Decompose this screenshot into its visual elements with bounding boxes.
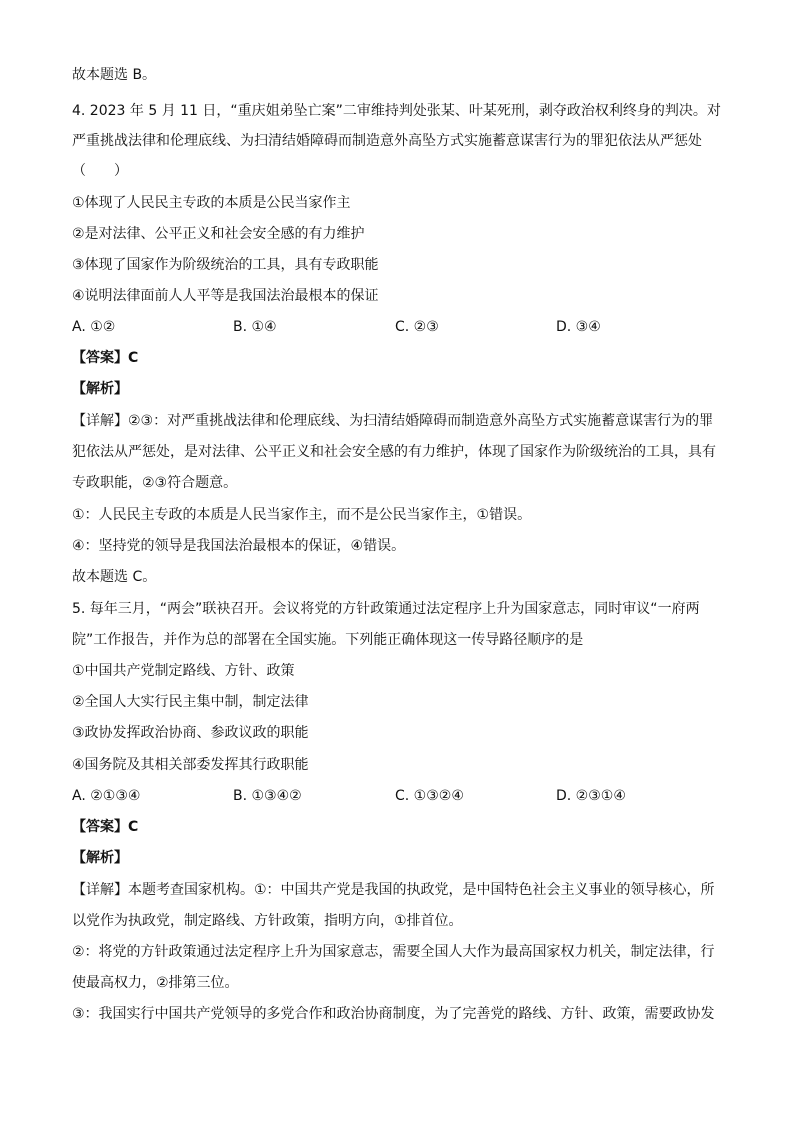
q4-answer: 【答案】C xyxy=(72,350,139,366)
q5-answer: 【答案】C xyxy=(72,819,139,835)
q4-option-a: A. ①② xyxy=(72,319,116,335)
q5-item-2: ②全国人大实行民主集中制，制定法律 xyxy=(72,694,309,710)
q4-conclusion: 故本题选 C。 xyxy=(72,569,157,585)
q5-detail-line-2: 以党作为执政党，制定路线、方针政策，指明方向，①排首位。 xyxy=(72,913,463,929)
q4-option-d: D. ③④ xyxy=(556,319,601,335)
q4-item-2: ②是对法律、公平正义和社会安全感的有力维护 xyxy=(72,226,365,242)
q5-item-4: ④国务院及其相关部委发挥其行政职能 xyxy=(72,757,309,773)
q4-item-1: ①体现了人民民主专政的本质是公民当家作主 xyxy=(72,195,351,211)
q4-item-3: ③体现了国家作为阶级统治的工具，具有专政职能 xyxy=(72,257,379,273)
q4-detail-line-4: ①：人民民主专政的本质是人民当家作主，而不是公民当家作主，①错误。 xyxy=(72,507,532,523)
q5-analysis-heading: 【解析】 xyxy=(72,850,128,866)
q5-option-a: A. ②①③④ xyxy=(72,788,141,804)
q4-option-b: B. ①④ xyxy=(233,319,277,335)
q5-item-3: ③政协发挥政治协商、参政议政的职能 xyxy=(72,725,309,741)
q5-detail-line-3: ②：将党的方针政策通过法定程序上升为国家意志，需要全国人大作为最高国家权力机关，制定法律，行 xyxy=(72,944,715,960)
q5-option-d: D. ②③①④ xyxy=(556,788,626,804)
q5-option-b: B. ①③④② xyxy=(233,788,302,804)
q4-stem-line-1: 4. 2023 年 5 月 11 日，“重庆姐弟坠亡案”二审维持判处张某、叶某死刑，剥夺政治权利终身的判决。对 xyxy=(72,103,721,119)
q5-option-c: C. ①③②④ xyxy=(395,788,464,804)
q5-stem-line-1: 5. 每年三月，“两会”联袂召开。会议将党的方针政策通过法定程序上升为国家意志，同时审议“一府两 xyxy=(72,601,700,617)
q4-detail-line-1: 【详解】②③：对严重挑战法律和伦理底线、为扫清结婚障碍而制造意外高坠方式实施蓄意谋害行为的罪 xyxy=(72,413,714,429)
q4-item-4: ④说明法律面前人人平等是我国法治最根本的保证 xyxy=(72,288,379,304)
q3-conclusion: 故本题选 B。 xyxy=(72,67,157,83)
q4-detail-line-5: ④：坚持党的领导是我国法治最根本的保证，④错误。 xyxy=(72,538,406,554)
q4-stem-blank: （ ） xyxy=(72,163,128,179)
q5-item-1: ①中国共产党制定路线、方针、政策 xyxy=(72,663,295,679)
q5-stem-line-2: 院”工作报告，并作为总的部署在全国实施。下列能正确体现这一传导路径顺序的是 xyxy=(72,632,584,648)
q5-detail-line-4: 使最高权力，②排第三位。 xyxy=(72,975,239,991)
q4-detail-line-3: 专政职能，②③符合题意。 xyxy=(72,475,238,491)
q4-option-c: C. ②③ xyxy=(395,319,439,335)
q4-detail-line-2: 犯依法从严惩处，是对法律、公平正义和社会安全感的有力维护，体现了国家作为阶级统治的工具，具有 xyxy=(72,444,716,460)
q4-analysis-heading: 【解析】 xyxy=(72,381,128,397)
q5-detail-line-1: 【详解】本题考查国家机构。①：中国共产党是我国的执政党，是中国特色社会主义事业的领导核心，所 xyxy=(72,882,715,898)
q4-stem-line-2: 严重挑战法律和伦理底线、为扫清结婚障碍而制造意外高坠方式实施蓄意谋害行为的罪犯依法从严惩处 xyxy=(72,133,702,149)
q5-detail-line-5: ③：我国实行中国共产党领导的多党合作和政治协商制度，为了完善党的路线、方针、政策，需要政协发 xyxy=(72,1006,715,1022)
